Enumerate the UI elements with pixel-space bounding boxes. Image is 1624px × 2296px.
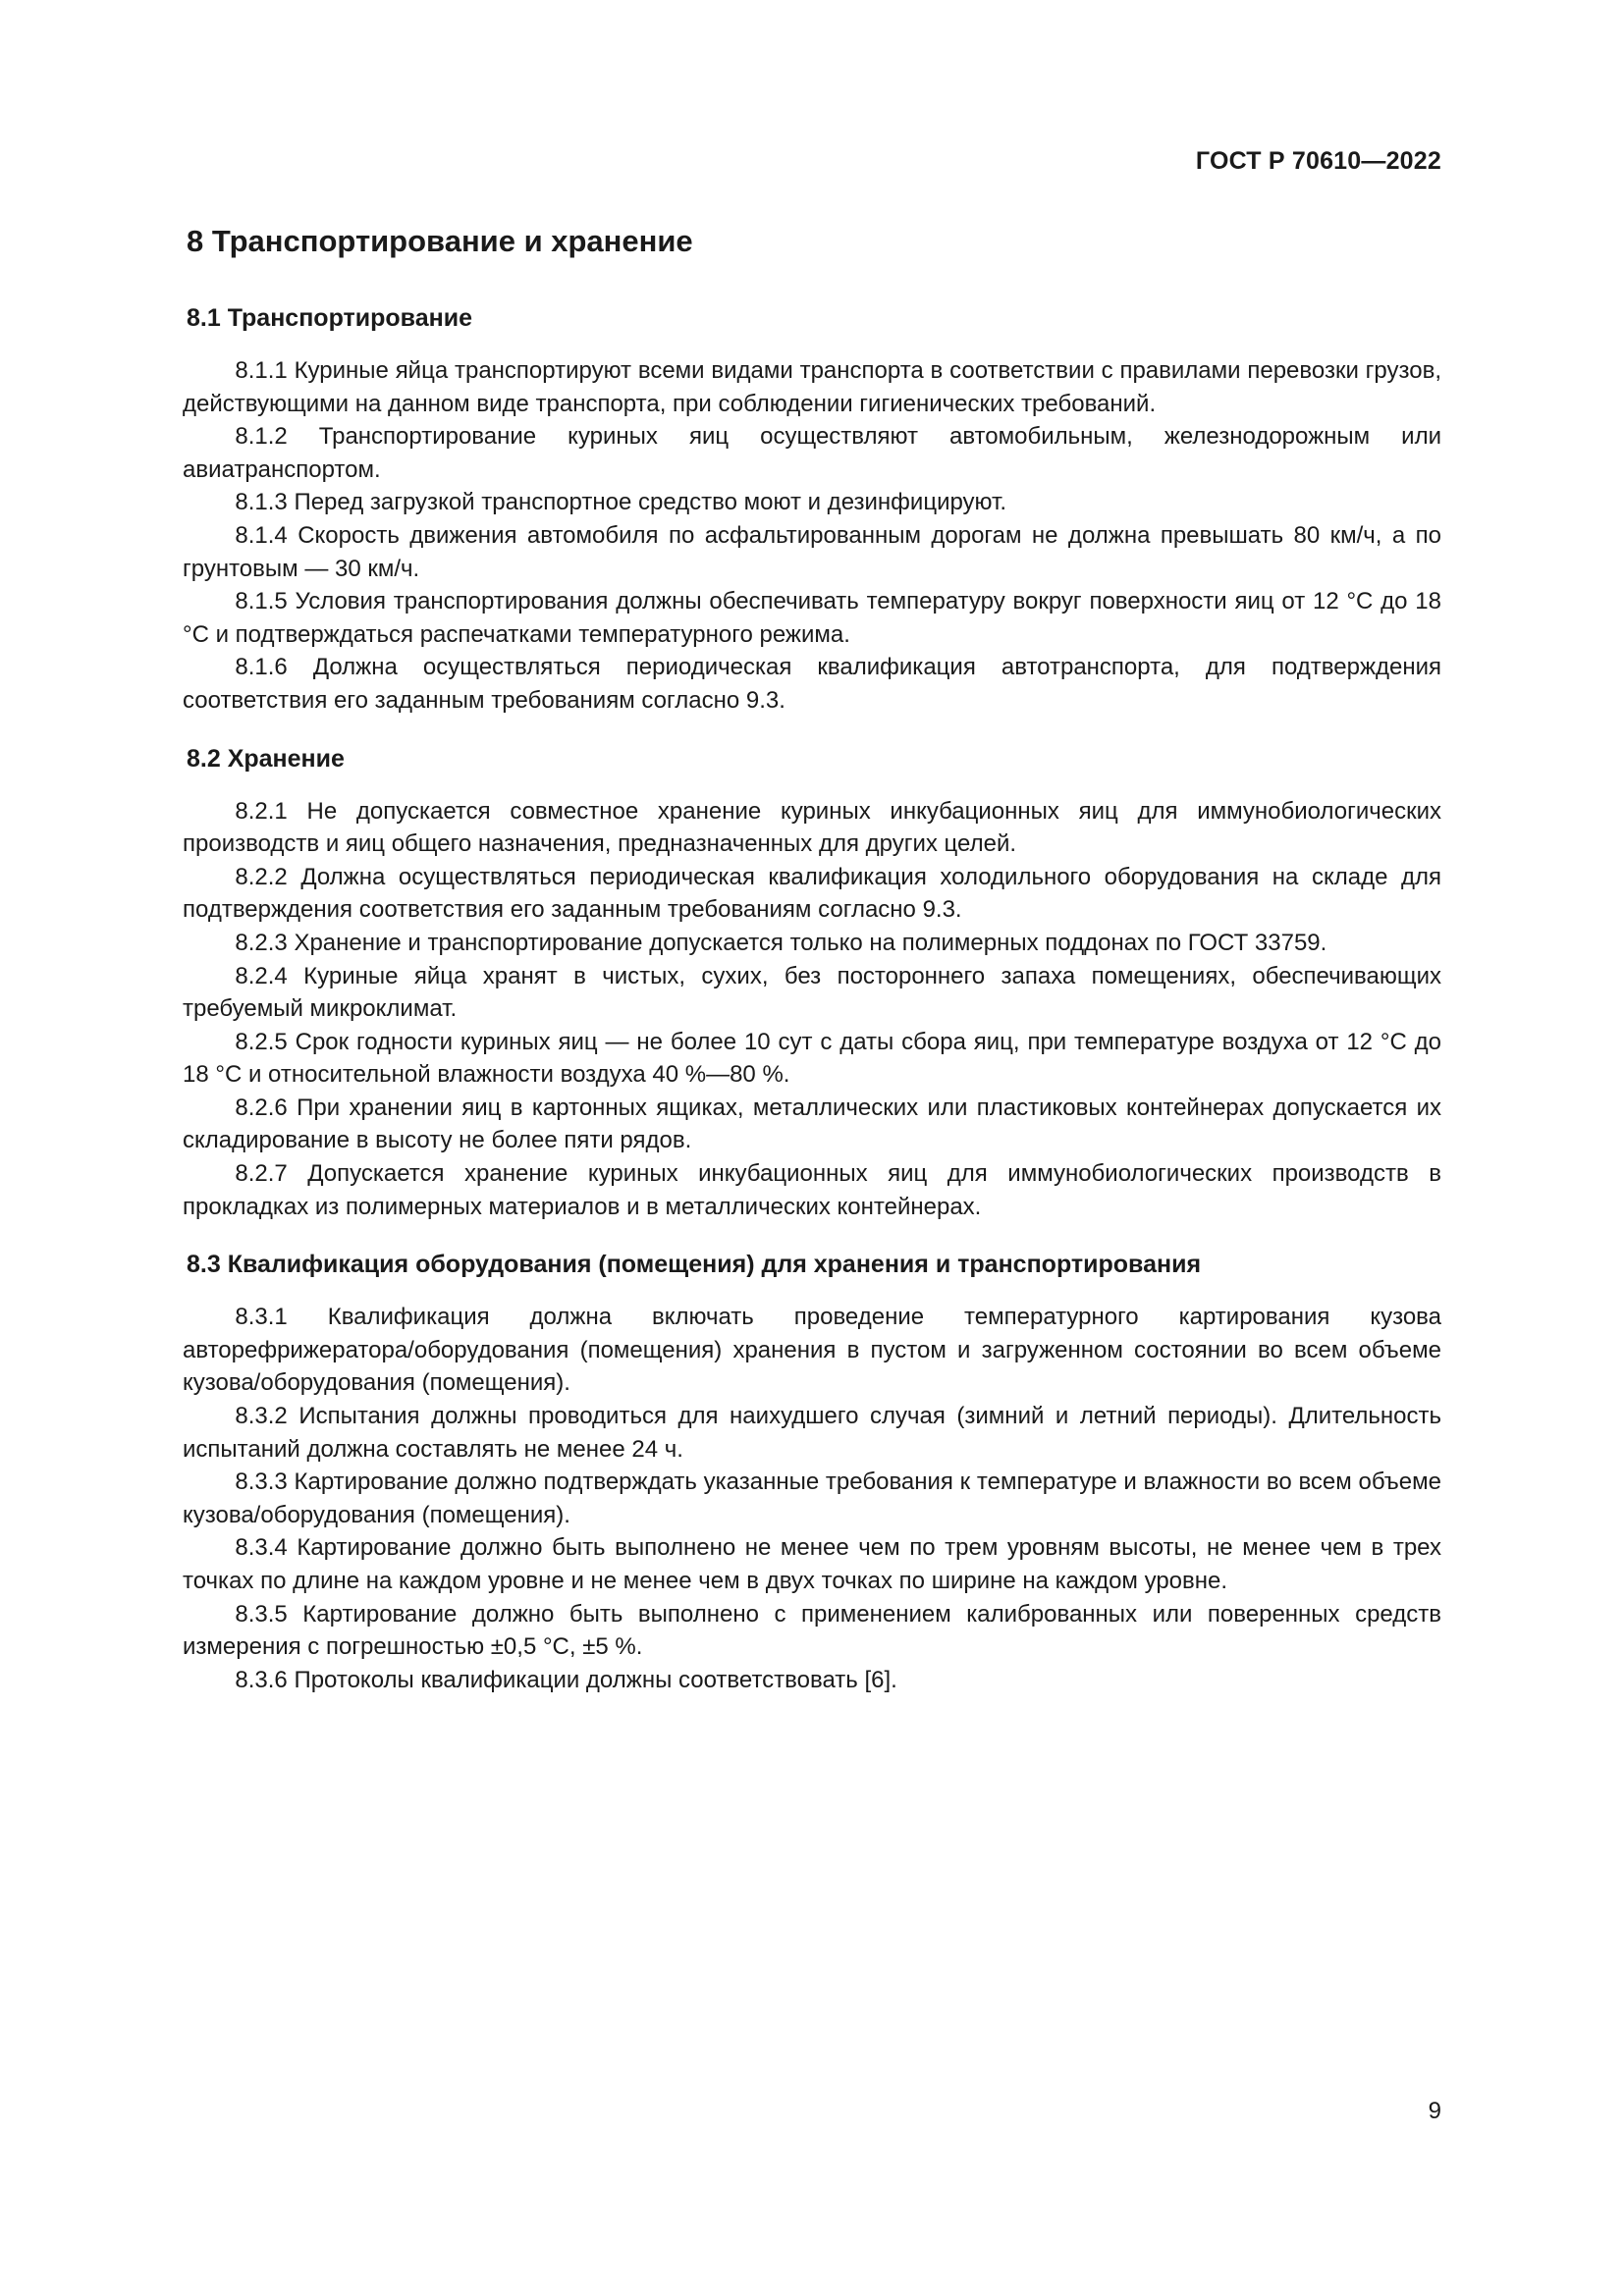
- page-number: 9: [1428, 2098, 1441, 2124]
- paragraph-8-2-3: 8.2.3 Хранение и транспортирование допускается только на полимерных поддонах по ГОСТ 33759.: [235, 929, 1327, 956]
- paragraph-8-2-7: 8.2.7 Допускается хранение куриных инкубационных яиц для иммунобиологических производств в прокладках из полимерных материалов и в металлических контейнерах.: [183, 1160, 1441, 1220]
- section-title: 8 Транспортирование и хранение: [187, 224, 693, 258]
- subsection-title-qualification: 8.3 Квалификация оборудования (помещения) для хранения и транспортирования: [187, 1251, 1202, 1279]
- paragraph-8-2-4: 8.2.4 Куриные яйца хранят в чистых, сухих, без постороннего запаха помещениях, обеспечивающих требуемый микроклимат.: [183, 962, 1441, 1023]
- paragraph-8-1-1: 8.1.1 Куриные яйца транспортируют всеми видами транспорта в соответствии с правилами перевозки грузов, действующими на данном виде транспорта, при соблюдении гигиенических требований.: [183, 357, 1441, 417]
- paragraph-8-1-4: 8.1.4 Скорость движения автомобиля по асфальтированным дорогам не должна превышать 80 км/ч, а по грунтовым — 30 км/ч.: [183, 521, 1441, 582]
- paragraph-8-3-5: 8.3.5 Картирование должно быть выполнено с применением калиброванных или поверенных средств измерения с погрешностью ±0,5 °С, ±5 %.: [183, 1600, 1441, 1661]
- paragraph-8-3-2: 8.3.2 Испытания должны проводиться для наихудшего случая (зимний и летний периоды). Длительность испытаний должна составлять не менее 24 ч.: [183, 1403, 1441, 1463]
- paragraph-8-1-5: 8.1.5 Условия транспортирования должны обеспечивать температуру вокруг поверхности яиц от 12 °С до 18 °С и подтверждаться распечатками температурного режима.: [183, 588, 1441, 648]
- subsection-title-transport: 8.1 Транспортирование: [187, 304, 472, 332]
- paragraph-8-2-5: 8.2.5 Срок годности куриных яиц — не более 10 сут с даты сбора яиц, при температуре воздуха от 12 °С до 18 °С и относительной влажности воздуха 40 %—80 %.: [183, 1028, 1441, 1089]
- page-content: [183, 222, 1441, 1696]
- paragraph-8-3-3: 8.3.3 Картирование должно подтверждать указанные требования к температуре и влажности во всем объеме кузова/оборудования (помещения).: [183, 1468, 1441, 1528]
- paragraph-8-1-3: 8.1.3 Перед загрузкой транспортное средство моют и дезинфицируют.: [235, 489, 1007, 516]
- document-code: ГОСТ Р 70610—2022: [1195, 147, 1441, 175]
- paragraph-8-2-1: 8.2.1 Не допускается совместное хранение куриных инкубационных яиц для иммунобиологических производств и яиц общего назначения, предназначенных для других целей.: [183, 797, 1441, 858]
- paragraph-8-1-2: 8.1.2 Транспортирование куриных яиц осуществляют автомобильным, железнодорожным или авиатранспортом.: [183, 423, 1441, 483]
- paragraph-8-2-2: 8.2.2 Должна осуществляться периодическая квалификация холодильного оборудования на складе для подтверждения соответствия его заданным требованиям согласно 9.3.: [183, 863, 1441, 924]
- paragraph-8-3-4: 8.3.4 Картирование должно быть выполнено не менее чем по трем уровням высоты, не менее чем в трех точках по длине на каждом уровне и не менее чем в двух точках по ширине на каждом уровне.: [183, 1534, 1441, 1594]
- subsection-title-storage: 8.2 Хранение: [187, 744, 345, 773]
- paragraph-8-3-6: 8.3.6 Протоколы квалификации должны соответствовать [6].: [235, 1666, 897, 1693]
- paragraph-8-3-1: 8.3.1 Квалификация должна включать проведение температурного картирования кузова авторефрижератора/оборудования (помещения) хранения в пустом и загруженном состоянии во всем объеме кузова/оборудования (помещения).: [183, 1304, 1441, 1397]
- paragraph-8-1-6: 8.1.6 Должна осуществляться периодическая квалификация автотранспорта, для подтверждения соответствия его заданным требованиям согласно 9.3.: [183, 654, 1441, 714]
- paragraph-8-2-6: 8.2.6 При хранении яиц в картонных ящиках, металлических или пластиковых контейнерах допускается их складирование в высоту не более пяти рядов.: [183, 1094, 1441, 1154]
